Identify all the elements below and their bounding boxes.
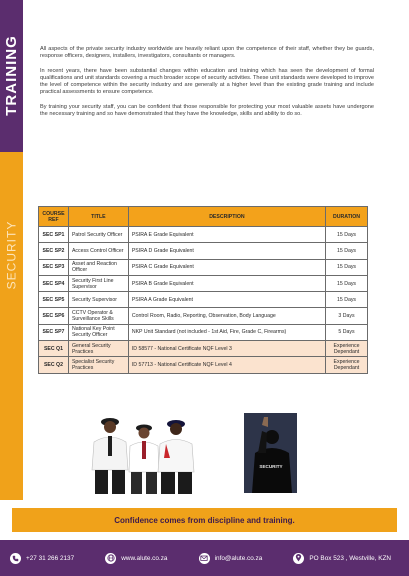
guard-figure	[158, 420, 194, 494]
course-duration: 15 Days	[326, 243, 368, 259]
footer-email[interactable]: info@alute.co.za	[199, 553, 263, 564]
course-ref: SEC SP5	[39, 292, 69, 308]
course-ref: SEC Q1	[39, 341, 69, 357]
course-duration: 15 Days	[326, 259, 368, 275]
header-title: TITLE	[68, 207, 128, 227]
course-title: Asset and Reaction Officer	[68, 259, 128, 275]
table-row	[39, 275, 368, 291]
course-ref: SEC SP3	[39, 259, 69, 275]
course-title: CCTV Operator & Surveillance Skills	[68, 308, 128, 324]
training-heading: TRAINING	[3, 34, 20, 116]
globe-icon	[105, 553, 116, 564]
mail-icon	[199, 553, 210, 564]
course-ref: SEC SP6	[39, 308, 69, 324]
table-row	[39, 324, 368, 340]
intro-paragraph: In recent years, there have been substantial changes within education and training which has seen the development of formal qualifications and unit standards covering a much broader scope of security activities. These unit standards were developed to improve the level of competence within the security industry and are generally at a higher level than the existing grade training and include practical assessments to ensure competence.	[40, 67, 374, 96]
course-title: Patrol Security Officer	[68, 227, 128, 243]
guard-figure	[92, 418, 128, 494]
contact-footer	[0, 540, 409, 576]
table-row	[39, 357, 368, 373]
header-description: DESCRIPTION	[128, 207, 325, 227]
course-duration: 15 Days	[326, 292, 368, 308]
course-duration: 5 Days	[326, 324, 368, 340]
course-title: Access Control Officer	[68, 243, 128, 259]
course-ref: SEC SP2	[39, 243, 69, 259]
intro-paragraph: All aspects of the private security industry worldwide are heavily reliant upon the competence of their staff, whether they be guards, response officers, designers, installers, investigators, consultants or managers.	[40, 46, 374, 60]
course-description: ID 57713 - National Certificate NQF Level 4	[128, 357, 325, 373]
course-duration: 15 Days	[326, 275, 368, 291]
course-ref: SEC Q2	[39, 357, 69, 373]
course-description: PSIRA A Grade Equivalent	[128, 292, 325, 308]
footer-phone: +27 31 266 2137	[10, 553, 74, 564]
course-ref: SEC SP4	[39, 275, 69, 291]
security-heading: SECURITY	[4, 220, 19, 290]
vest-text: SECURITY	[259, 464, 283, 469]
course-duration: 3 Days	[326, 308, 368, 324]
course-description: PSIRA D Grade Equivalent	[128, 243, 325, 259]
header-duration: DURATION	[326, 207, 368, 227]
course-title: Security First Line Supervisor	[68, 275, 128, 291]
course-description: ID 58577 - National Certificate NQF Level 3	[128, 341, 325, 357]
table-row	[39, 308, 368, 324]
course-title: Specialist Security Practices	[68, 357, 128, 373]
course-description: PSIRA E Grade Equivalent	[128, 227, 325, 243]
table-row	[39, 259, 368, 275]
header-course-ref: COURSE REF	[39, 207, 69, 227]
course-duration: Experience Dependant	[326, 357, 368, 373]
course-description: Control Room, Radio, Reporting, Observation, Body Language	[128, 308, 325, 324]
footer-website[interactable]: www.alute.co.za	[105, 553, 167, 564]
table-row	[39, 341, 368, 357]
course-duration: Experience Dependant	[326, 341, 368, 357]
tagline-text: Confidence comes from discipline and training.	[114, 515, 295, 525]
table-row	[39, 227, 368, 243]
phone-icon	[10, 553, 21, 564]
intro-paragraph: By training your security staff, you can be confident that those responsible for protecting your most valuable assets have undergone the necessary training and so have demonstrated that they have the knowledge, skills and ability to do so.	[40, 103, 374, 118]
course-description: NKP Unit Standard (not included - 1st Aid, Fire, Grade C, Firearms)	[128, 324, 325, 340]
table-row	[39, 243, 368, 259]
footer-address: PO Box 523 , Westville, KZN	[293, 553, 391, 564]
course-title: General Security Practices	[68, 341, 128, 357]
course-description: PSIRA B Grade Equivalent	[128, 275, 325, 291]
guard-figure	[129, 425, 159, 495]
course-title: Security Supervisor	[68, 292, 128, 308]
course-title: National Key Point Security Officer	[68, 324, 128, 340]
course-duration: 15 Days	[326, 227, 368, 243]
table-row	[39, 292, 368, 308]
table-header-row	[39, 207, 368, 227]
intro-text	[40, 46, 374, 125]
guards-photo	[84, 408, 204, 494]
course-table	[38, 206, 368, 374]
tagline-banner	[12, 508, 397, 532]
security-guard-photo	[244, 413, 297, 493]
course-ref: SEC SP7	[39, 324, 69, 340]
location-pin-icon	[293, 553, 304, 564]
course-ref: SEC SP1	[39, 227, 69, 243]
course-description: PSIRA C Grade Equivalent	[128, 259, 325, 275]
